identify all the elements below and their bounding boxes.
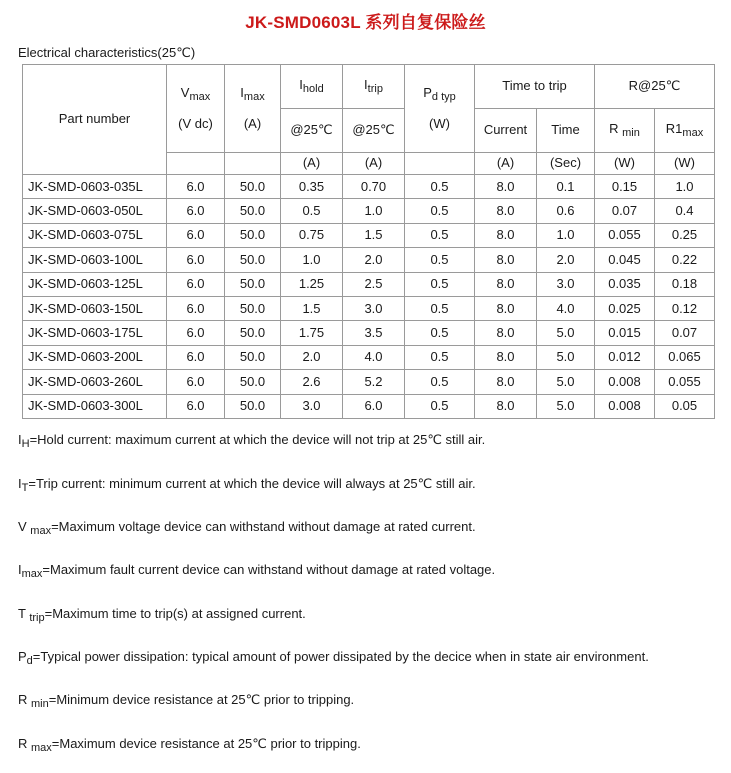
table-row	[23, 345, 715, 369]
value-cell: 0.008	[595, 370, 655, 394]
header-part-number: Part number	[23, 65, 167, 175]
unit-blank	[167, 153, 225, 175]
specifications-table	[22, 64, 715, 419]
value-cell: 5.0	[537, 345, 595, 369]
value-cell: 8.0	[475, 394, 537, 418]
value-cell: 6.0	[167, 370, 225, 394]
value-cell: 0.5	[405, 175, 475, 199]
value-cell: 6.0	[343, 394, 405, 418]
value-cell: 0.12	[655, 296, 715, 320]
value-cell: 2.6	[281, 370, 343, 394]
value-cell: 0.6	[537, 199, 595, 223]
value-cell: 50.0	[225, 272, 281, 296]
table-row	[23, 248, 715, 272]
value-cell: 0.055	[595, 223, 655, 247]
definition-note: $P_d=Typical$ power dissipation: typical amount of power dissipated by the decice when in state air environment.	[18, 649, 649, 667]
value-cell: 1.0	[655, 175, 715, 199]
value-cell: 2.0	[281, 345, 343, 369]
value-cell: 50.0	[225, 345, 281, 369]
part-number-cell: JK-SMD-0603-075L	[23, 223, 167, 247]
value-cell: 6.0	[167, 272, 225, 296]
value-cell: 6.0	[167, 223, 225, 247]
table-row	[23, 394, 715, 418]
value-cell: 8.0	[475, 175, 537, 199]
value-cell: 1.5	[281, 296, 343, 320]
value-cell: 0.70	[343, 175, 405, 199]
value-cell: 8.0	[475, 370, 537, 394]
value-cell: 2.0	[537, 248, 595, 272]
value-cell: 0.5	[405, 370, 475, 394]
value-cell: 0.5	[405, 272, 475, 296]
value-cell: 50.0	[225, 175, 281, 199]
value-cell: 0.5	[405, 345, 475, 369]
header-v-max: $V_{max}$ (V dc)	[167, 65, 225, 153]
unit-blank	[225, 153, 281, 175]
value-cell: 8.0	[475, 296, 537, 320]
value-cell: 0.5	[405, 199, 475, 223]
value-cell: 1.0	[343, 199, 405, 223]
value-cell: 50.0	[225, 223, 281, 247]
value-cell: 5.2	[343, 370, 405, 394]
table-caption: Electrical characteristics(25℃)	[18, 45, 196, 60]
value-cell: 2.5	[343, 272, 405, 296]
header-i-trip: $I_{trip}$	[343, 65, 405, 109]
definition-note: $I_{max}=Maximum$ fault current device can withstand without damage at rated voltage.	[18, 562, 496, 580]
value-cell: 0.18	[655, 272, 715, 296]
unit-time: (Sec)	[537, 153, 595, 175]
header-pd-typ: $P_{d typ}$ (W)	[405, 65, 475, 153]
value-cell: 4.0	[343, 345, 405, 369]
header-time-to-trip: Time to trip	[475, 65, 595, 109]
unit-i-trip: (A)	[343, 153, 405, 175]
value-cell: 0.15	[595, 175, 655, 199]
part-number-cell: JK-SMD-0603-125L	[23, 272, 167, 296]
table-row	[23, 272, 715, 296]
header-r-min: R $_{min}$	[595, 109, 655, 153]
unit-current: (A)	[475, 153, 537, 175]
part-number-cell: JK-SMD-0603-035L	[23, 175, 167, 199]
value-cell: 8.0	[475, 199, 537, 223]
value-cell: 50.0	[225, 321, 281, 345]
value-cell: 3.0	[537, 272, 595, 296]
value-cell: 6.0	[167, 345, 225, 369]
definition-note: $I_T=Trip$ current: minimum current at which the device will always at 25℃ still air.	[18, 476, 476, 494]
header-r1-max: $R1_{max}$	[655, 109, 715, 153]
value-cell: 0.22	[655, 248, 715, 272]
value-cell: 6.0	[167, 199, 225, 223]
part-number-cell: JK-SMD-0603-050L	[23, 199, 167, 223]
value-cell: 0.5	[405, 394, 475, 418]
header-current: Current	[475, 109, 537, 153]
part-number-cell: JK-SMD-0603-150L	[23, 296, 167, 320]
value-cell: 0.4	[655, 199, 715, 223]
value-cell: 0.5	[405, 223, 475, 247]
table-row	[23, 223, 715, 247]
value-cell: 6.0	[167, 248, 225, 272]
header-i-hold: $I_{hold}$	[281, 65, 343, 109]
header-time: Time	[537, 109, 595, 153]
definition-note: T $_{trip}$=Maximum time to trip(s) at assigned current.	[18, 606, 306, 624]
value-cell: 3.0	[281, 394, 343, 418]
header-i-hold-cond: @25℃	[281, 109, 343, 153]
value-cell: 0.5	[405, 296, 475, 320]
value-cell: 5.0	[537, 394, 595, 418]
unit-r-min: (W)	[595, 153, 655, 175]
table-row	[23, 321, 715, 345]
value-cell: 0.05	[655, 394, 715, 418]
value-cell: 0.025	[595, 296, 655, 320]
table-row	[23, 199, 715, 223]
value-cell: 1.0	[281, 248, 343, 272]
value-cell: 8.0	[475, 223, 537, 247]
part-number-cell: JK-SMD-0603-175L	[23, 321, 167, 345]
value-cell: 0.25	[655, 223, 715, 247]
part-number-cell: JK-SMD-0603-100L	[23, 248, 167, 272]
value-cell: 3.0	[343, 296, 405, 320]
value-cell: 6.0	[167, 175, 225, 199]
value-cell: 1.25	[281, 272, 343, 296]
value-cell: 0.015	[595, 321, 655, 345]
table-row	[23, 296, 715, 320]
unit-i-hold: (A)	[281, 153, 343, 175]
table-row	[23, 175, 715, 199]
part-number-cell: JK-SMD-0603-300L	[23, 394, 167, 418]
value-cell: 50.0	[225, 370, 281, 394]
value-cell: 0.1	[537, 175, 595, 199]
unit-r1-max: (W)	[655, 153, 715, 175]
table-row	[23, 370, 715, 394]
part-number-cell: JK-SMD-0603-260L	[23, 370, 167, 394]
value-cell: 0.012	[595, 345, 655, 369]
definition-note: V $_{max}$=Maximum voltage device can withstand without damage at rated current.	[18, 519, 476, 537]
value-cell: 0.07	[595, 199, 655, 223]
value-cell: 1.0	[537, 223, 595, 247]
definition-note: R $_{max}$=Maximum device resistance at 25℃ prior to tripping.	[18, 736, 361, 754]
value-cell: 6.0	[167, 321, 225, 345]
header-i-trip-cond: @25℃	[343, 109, 405, 153]
value-cell: 0.35	[281, 175, 343, 199]
value-cell: 50.0	[225, 199, 281, 223]
unit-blank	[405, 153, 475, 175]
value-cell: 8.0	[475, 248, 537, 272]
value-cell: 1.5	[343, 223, 405, 247]
value-cell: 1.75	[281, 321, 343, 345]
value-cell: 0.5	[405, 248, 475, 272]
value-cell: 50.0	[225, 394, 281, 418]
definition-note: R $_{min}$=Minimum device resistance at 25℃ prior to tripping.	[18, 692, 355, 710]
document-title: JK-SMD0603L 系列自复保险丝	[245, 13, 486, 32]
value-cell: 8.0	[475, 272, 537, 296]
value-cell: 0.75	[281, 223, 343, 247]
value-cell: 2.0	[343, 248, 405, 272]
value-cell: 5.0	[537, 370, 595, 394]
part-number-cell: JK-SMD-0603-200L	[23, 345, 167, 369]
value-cell: 0.045	[595, 248, 655, 272]
value-cell: 50.0	[225, 248, 281, 272]
value-cell: 0.065	[655, 345, 715, 369]
value-cell: 8.0	[475, 321, 537, 345]
value-cell: 0.055	[655, 370, 715, 394]
header-i-max: $I_{max}$ (A)	[225, 65, 281, 153]
value-cell: 0.5	[281, 199, 343, 223]
header-r-25: R@25℃	[595, 65, 715, 109]
value-cell: 0.07	[655, 321, 715, 345]
value-cell: 0.5	[405, 321, 475, 345]
value-cell: 8.0	[475, 345, 537, 369]
value-cell: 0.008	[595, 394, 655, 418]
value-cell: 50.0	[225, 296, 281, 320]
value-cell: 4.0	[537, 296, 595, 320]
value-cell: 5.0	[537, 321, 595, 345]
value-cell: 0.035	[595, 272, 655, 296]
value-cell: 3.5	[343, 321, 405, 345]
value-cell: 6.0	[167, 394, 225, 418]
definition-note: $I_H=Hold$ current: maximum current at which the device will not trip at 25℃ still air.	[18, 432, 486, 450]
value-cell: 6.0	[167, 296, 225, 320]
